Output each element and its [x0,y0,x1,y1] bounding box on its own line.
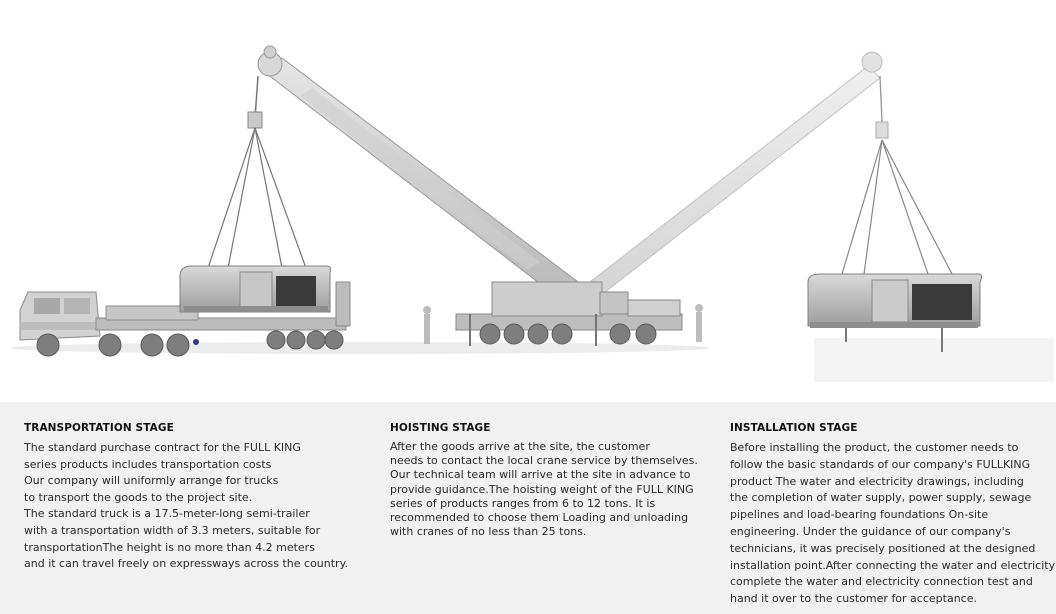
stage-line: series of products ranges from 6 to 12 tons. It is [390,496,656,510]
stage-line: product The water and electricity drawings, including [730,474,1024,488]
installation-stage [730,422,1056,608]
stage-line: series products includes transportation costs [24,457,272,471]
stage-line: provide guidance.The hoisting weight of the FULL KING [390,482,694,496]
right-crane-boom [590,52,952,296]
left-crane-boom [208,46,578,296]
stage-line: to transport the goods to the project site. [24,490,253,504]
stage-line: The standard purchase contract for the FULL KING [24,441,301,454]
stage-line: pipelines and load-bearing foundations On-site [730,508,989,522]
installed-module [808,274,1054,382]
stage-title: HOISTING STAGE [390,422,491,434]
stage-line: follow the basic standards of our company's FULLKING [730,457,1031,471]
stage-line: and it can travel freely on expressways across the country. [24,557,349,571]
stage-line: The standard truck is a 17.5-meter-long semi-trailer [24,507,310,521]
stage-line: with a transportation width of 3.3 meters, suitable for [24,523,321,537]
stage-line: needs to contact the local crane service by themselves. [390,454,698,468]
stage-description [390,440,710,539]
stage-title: INSTALLATION STAGE [730,422,858,434]
module-on-truck [180,266,331,312]
stage-line: hand it over to the customer for acceptance. [730,592,977,606]
stage-description [24,440,364,573]
stage-line: recommended to choose them Loading and unloading [390,511,689,525]
stage-title: TRANSPORTATION STAGE [24,422,174,434]
stage-line: engineering. Under the guidance of our company's [730,524,1011,538]
stage-line: technicians, it was precisely positioned at the designed [730,541,1036,555]
stage-line: Our company will uniformly arrange for trucks [24,474,279,488]
stage-line: After the goods arrive at the site, the customer [390,440,650,453]
crane-truck [456,282,682,346]
stage-line: complete the water and electricity connection test and [730,575,1033,589]
stage-line: with cranes of no less than 25 tons. [390,525,587,539]
stage-description [730,440,1056,608]
stage-line: Our technical team will arrive at the site in advance to [390,468,691,482]
stage-line: installation point.After connecting the water and electricity [730,558,1056,572]
stage-line: Before installing the product, the customer needs to [730,441,1019,454]
stages-panel [0,402,1056,614]
stage-line: transportationThe height is no more than 4.2 meters [24,540,315,554]
stage-line: the completion of water supply, power supply, sewage [730,491,1032,505]
transportation-stage [24,422,364,573]
hoisting-stage [390,422,710,539]
